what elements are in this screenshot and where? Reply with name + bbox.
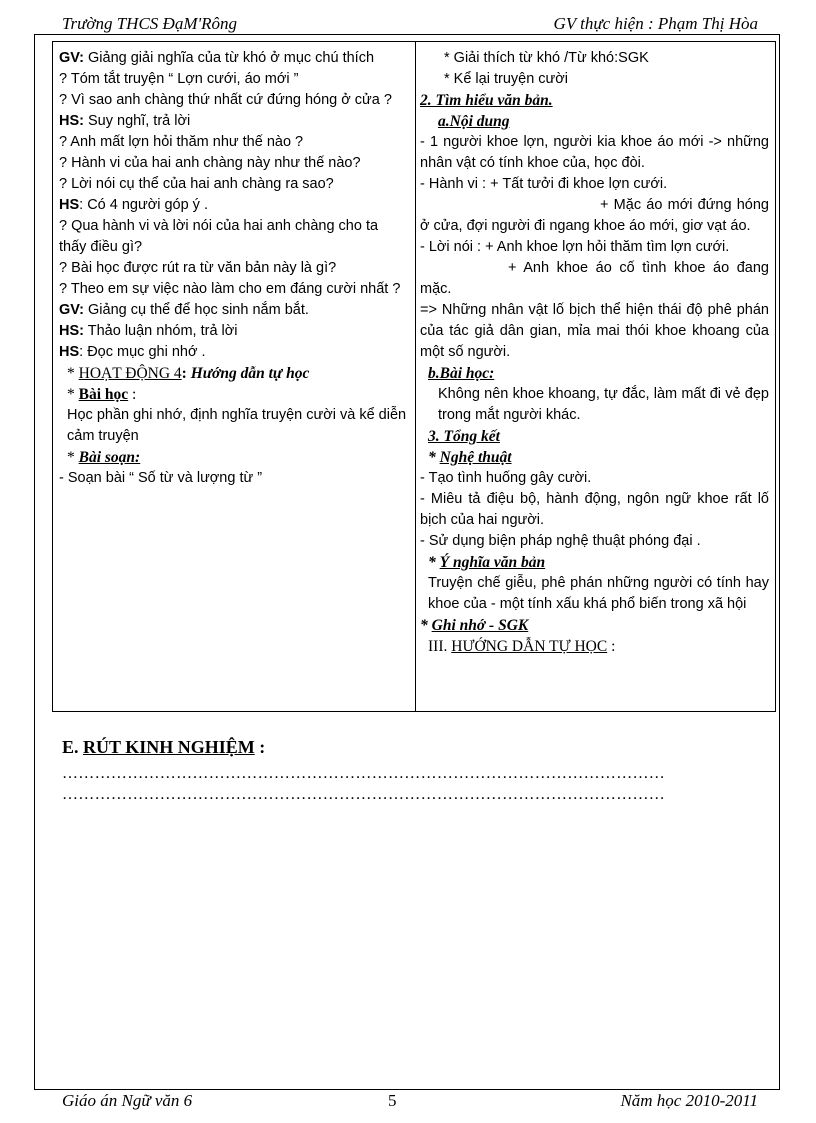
subsection-heading: * Ý nghĩa văn bản — [428, 554, 546, 571]
content-line: + Anh khoe áo cố tình khoe áo đang mặc. — [420, 260, 769, 297]
activity-line: GV: Giảng giải nghĩa của từ khó ở mục chú thích — [59, 50, 375, 66]
activity-4-heading: * HOẠT ĐỘNG 4: Hướng dẫn tự học — [67, 365, 310, 382]
preparation-text: - Soạn bài “ Số từ và lượng từ ” — [59, 470, 263, 486]
column-divider — [415, 42, 416, 711]
question-line: ? Qua hành vi và lời nói của hai anh chàng cho ta thấy điều gì? — [59, 218, 379, 255]
activity-line: HS: Có 4 người góp ý . — [59, 197, 208, 213]
question-line: ? Anh mất lợn hỏi thăm như thế nào ? — [59, 134, 304, 150]
lesson-text: Học phần ghi nhớ, định nghĩa truyện cười và kể diễn cảm truyện — [67, 407, 407, 444]
question-line: ? Tóm tắt truyện “ Lợn cưới, áo mới ” — [59, 71, 299, 87]
content-line: => Những nhân vật lố bịch thể hiện thái độ phê phán của tác giả dân gian, mỉa mai thói khoe khoang của một số người. — [420, 302, 769, 360]
teacher-name: GV thực hiện : Phạm Thị Hòa — [553, 14, 758, 33]
content-line: - Sử dụng biện pháp nghệ thuật phóng đại . — [420, 533, 701, 549]
question-line: ? Lời nói cụ thể của hai anh chàng ra sao? — [59, 176, 334, 192]
activity-line: HS: Suy nghĩ, trả lời — [59, 113, 191, 129]
question-line: ? Bài học được rút ra từ văn bản này là gì? — [59, 260, 337, 276]
page-header — [62, 14, 758, 34]
subsection-heading: * Ghi nhớ - SGK — [420, 617, 529, 634]
activity-line: HS: Thảo luận nhóm, trả lời — [59, 323, 238, 339]
content-line: * Kể lại truyện cười — [444, 71, 568, 87]
notes-line: ………………………………………………………………………………………………… — [62, 786, 666, 803]
teacher-student-activities-column — [59, 48, 407, 489]
content-line: - Hành vi : + Tất tưởi đi khoe lợn cưới. — [420, 176, 668, 192]
activity-line: HS: Đọc mục ghi nhớ . — [59, 344, 206, 360]
page-footer — [62, 1091, 758, 1111]
footer-rule — [34, 1089, 780, 1090]
question-line: ? Theo em sự việc nào làm cho em đáng cười nhất ? — [59, 281, 401, 297]
content-line: - Miêu tả điệu bộ, hành động, ngôn ngữ khoe rất lố bịch của hai người. — [420, 491, 769, 528]
section-heading: 3. Tổng kết — [428, 428, 500, 445]
section-heading: III. HƯỚNG DẪN TỰ HỌC : — [428, 638, 616, 655]
lesson-content-column — [420, 48, 769, 657]
question-line: ? Vì sao anh chàng thứ nhất cứ đứng hóng ở cửa ? — [59, 92, 392, 108]
subject-name: Giáo án Ngữ văn 6 — [62, 1091, 193, 1110]
school-year: Năm học 2010-2011 — [620, 1091, 758, 1110]
subsection-heading: b.Bài học: — [428, 365, 495, 382]
lesson-table — [52, 41, 776, 712]
content-line: + Mặc áo mới đứng hóng ở cửa, đợi người đi ngang khoe áo mới, giơ vạt áo. — [420, 197, 769, 234]
question-line: ? Hành vi của hai anh chàng này như thế nào? — [59, 155, 361, 171]
preparation-heading: * Bài soạn: — [67, 449, 141, 466]
lesson-heading: * Bài học : — [67, 386, 137, 403]
notes-line: ………………………………………………………………………………………………… — [62, 765, 666, 782]
page-number: 5 — [388, 1091, 397, 1110]
content-line: * Giải thích từ khó /Từ khó:SGK — [444, 50, 649, 66]
section-e-heading: E. RÚT KINH NGHIỆM : — [62, 737, 266, 757]
content-line: Không nên khoe khoang, tự đắc, làm mất đi vẻ đẹp trong mắt người khác. — [438, 386, 769, 423]
subsection-heading: * Nghệ thuật — [428, 449, 512, 466]
activity-line: GV: Giảng cụ thể để học sinh nắm bắt. — [59, 302, 309, 318]
content-line: - Lời nói : + Anh khoe lợn hỏi thăm tìm lợn cưới. — [420, 239, 730, 255]
content-line: - Tạo tình huống gây cười. — [420, 470, 592, 486]
school-name: Trường THCS ĐạM'Rông — [62, 14, 238, 33]
section-heading: 2. Tìm hiểu văn bản. — [420, 92, 553, 109]
subsection-heading: a.Nội dung — [438, 113, 510, 130]
content-line: Truyện chế giễu, phê phán những người có tính hay khoe của - một tính xấu khá phổ biến trong xã hội — [428, 575, 769, 612]
content-line: - 1 người khoe lợn, người kia khoe áo mới -> những nhân vật có tính khoe của, học đòi. — [420, 134, 769, 171]
